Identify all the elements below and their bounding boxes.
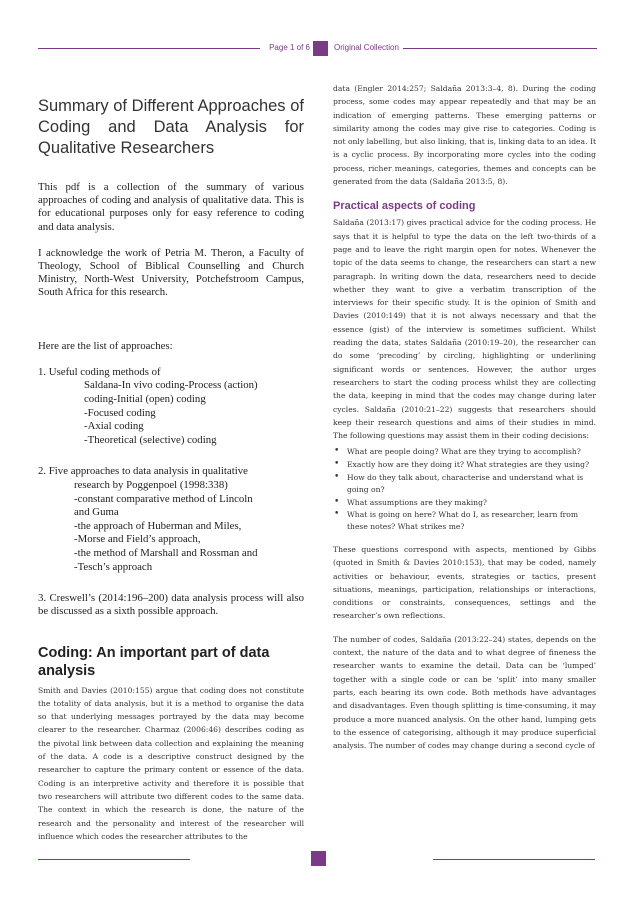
approach-3-paragraph: 3. Creswell’s (2014:196–200) data analysis process will also be discussed as a sixth possible approach. [38,592,304,618]
section-title: Coding: An important part of data analysis [38,644,270,679]
header-rule-left [38,48,260,49]
practical-aspects-heading: Practical aspects of coding [333,200,476,213]
list-item: • What are people doing? What are they trying to accomplish? [333,446,596,458]
approach-2-item: and Guma [74,506,119,519]
intro-paragraph: This pdf is a collection of the summary of various approaches of coding and analysis of qualitative data. This is for educational purposes only for easy reference to coding and data analysis. [38,181,304,233]
approach-2-item: research by Poggenpoel (1998:338) [74,478,228,491]
left-column [38,86,304,843]
approach-2-item: -the method of Marshall and Rossman and [74,546,258,559]
approach-1-item: -Axial coding [84,420,144,433]
right-column [333,82,596,752]
approach-1-heading: 1. Useful coding methods of [38,365,161,378]
list-item: • How do they talk about, characterise and understand what is going on? [333,472,596,496]
footer-rule-right [433,859,595,860]
approach-1-item: -Theoretical (selective) coding [84,433,217,446]
document-title: Summary of Different Approaches of Coding and Data Analysis for Qualitative Researchers [38,97,304,157]
page-number: Page 1 of 6 [269,43,310,52]
list-item: • What assumptions are they making? [333,497,596,509]
approaches-intro: Here are the list of approaches: [38,339,173,352]
approach-2-heading: 2. Five approaches to data analysis in qualitative [38,465,248,478]
coding-questions-list [333,446,596,533]
header-square-marker [313,41,328,56]
approach-1-item: Saldana-In vivo coding-Process (action) [84,379,258,392]
right-paragraph-1: data (Engler 2014:257; Saldaña 2013:3–4, 8). During the coding process, some codes may appear repeatedly and that may be an indication of emerging patterns. These emerging patterns or similarity among the codes may give rise to categories. Coding is not only labelling, but also linking, that is, linking data to an idea. It is a cyclic process. By incorporating more cycles into the coding process, richer meanings, categories, themes and concepts can be generated from the data (Saldaña 2013:5, 8). [333,84,596,187]
header-rule-right [403,48,597,49]
list-item: • What is going on here? What do I, as researcher, learn from these notes? What strikes me? [333,509,596,533]
approach-1-item: coding-Initial (open) coding [84,393,206,406]
section-body: Smith and Davies (2010:155) argue that coding does not constitute the totality of data analysis, but it is a method to organise the data so that underlying messages portrayed by the data may become clearer to the researcher. Charmaz (2006:46) describes coding as the pivotal link between data collection and explaining the meaning of the data. A code is a descriptive construct designed by the researcher to capture the primary content or essence of the data. Coding is an interpretive activity and therefore it is possible that two researchers will attribute two different codes to the same data. The context in which the research is done, the nature of the research and the personality and interest of the researcher will influence which codes the researcher attributes to the [38,685,304,841]
right-paragraph-4: The number of codes, Saldaña (2013:22–24) states, depends on the context, the nature of the data and to what degree of fineness the researcher wants to examine the detail. Data can be ‘lumped’ together with a single code or can be ‘split’ into many smaller parts, each bearing its own code. Both methods have advantages and disadvantages. Even though splitting is time-consuming, it may produce a more nuanced analysis. On the other hand, lumping gets to the essence of categorising, although it may produce superficial analysis. The number of codes may change during a second cycle of [333,634,596,751]
acknowledgement-paragraph: I acknowledge the work of Petria M. Theron, a Faculty of Theology, School of Biblical Counselling and Church Ministry, North-West University, Potchefstroom Campus, South Africa for this research. [38,246,304,299]
approach-2-item: -constant comparative method of Lincoln [74,492,253,505]
collection-label: Original Collection [334,43,399,52]
approach-1-item: -Focused coding [84,406,156,419]
approach-2-item: -Morse and Field’s approach, [74,533,201,546]
approach-2-item: -Tesch’s approach [74,560,153,573]
right-paragraph-2: Saldaña (2013:17) gives practical advice for the coding process. He says that it is helpful to type the data on the left two-thirds of a page and to leave the right margin open for notes. Whenever the topic of the data seems to change, the researchers can start a new paragraph. In writing down the data, researchers need to decide whether they want to give a verbatim transcription of the interviews for their specific study. It is the opinion of Smith and Davies (2010:149) that it is not always necessary and that the essence (gist) of the interview is sometimes sufficient. Whilst reading the data, states Saldaña (2010:19–20), the researcher can do some ‘precoding’ by circling, highlighting or underlining significant words or sentences. However, the author urges researchers to start the coding process whilst they are collecting the data, keeping in mind that the codes may change during later cycles. Saldaña (2010:21–22) suggests that researchers should keep their research questions and aims of their studies in mind. The following questions may assist them in their coding decisions: [333,218,596,441]
footer-rule-left [38,859,190,860]
approach-2-item: -the approach of Huberman and Miles, [74,519,242,532]
list-item: • Exactly how are they doing it? What strategies are they using? [333,459,596,471]
footer-square-marker [311,851,326,866]
right-paragraph-3: These questions correspond with aspects, mentioned by Gibbs (quoted in Smith & Davies 2010:153), that may be coded, namely activities or behaviour, events, strategies or tactics, present situations, meanings, participation, relationships or interactions, conditions or constraints, consequences, settings and the researcher’s own reflections. [333,545,596,621]
